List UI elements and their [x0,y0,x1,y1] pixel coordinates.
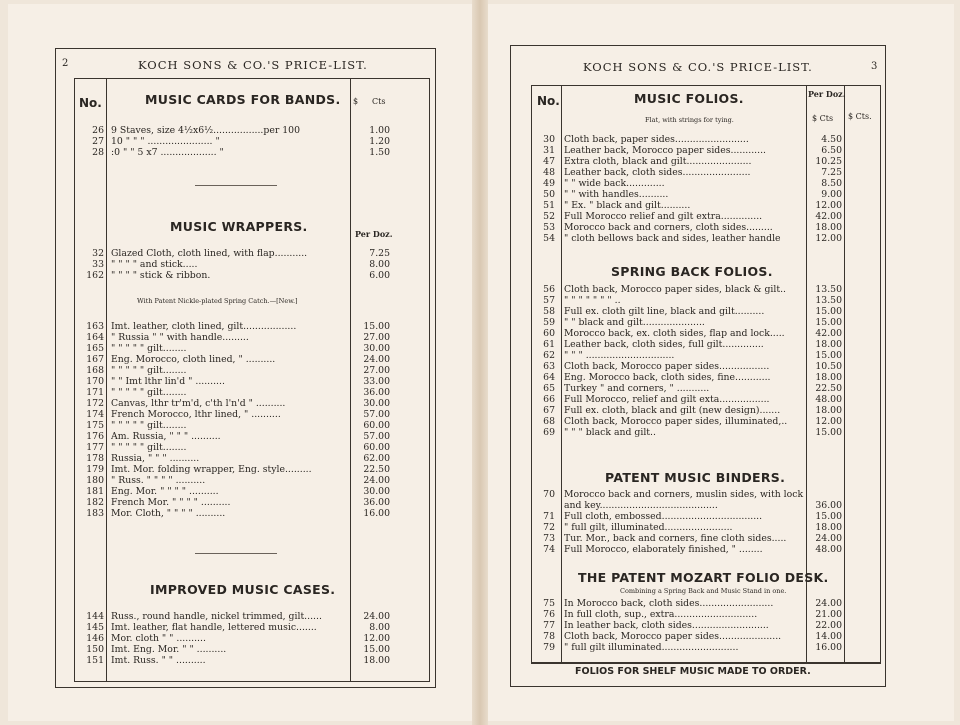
item-number: 163 [86,321,104,332]
item-description: Full ex. cloth, black and gilt (new design)....... [564,405,781,416]
item-description: Eng. Morocco back, cloth sides, fine............ [564,372,771,383]
item-price: 10.25 [815,156,842,167]
item-price: 15.00 [815,350,842,361]
item-description: Cloth back, Morocco paper sides, black & gilt.. [564,284,786,295]
item-number: 150 [86,644,104,655]
item-description: 10 " " " ...................... " [111,136,220,147]
item-price: 42.00 [815,328,842,339]
item-description: Mor. cloth " " .......... [111,633,206,644]
item-price: 24.00 [815,598,842,609]
item-description: " " Imt lthr lin'd " .......... [111,376,225,387]
item-price: 9.00 [821,189,842,200]
item-description: French Mor. " " " " .......... [111,497,231,508]
item-number: 32 [92,248,104,259]
right-page-header: KOCH SONS & CO.'S PRICE-LIST. [583,60,813,74]
item-price: 15.00 [815,511,842,522]
item-price: 24.00 [363,475,390,486]
item-number: 67 [543,405,555,416]
item-price: 36.00 [363,387,390,398]
item-price: 12.00 [363,633,390,644]
item-description: Extra cloth, black and gilt...................... [564,156,752,167]
item-number: 77 [543,620,555,631]
item-price: 16.00 [363,508,390,519]
item-price: 1.00 [369,125,390,136]
item-price: 13.50 [815,295,842,306]
item-price: 57.00 [363,409,390,420]
item-number: 165 [86,343,104,354]
item-price: 30.00 [363,486,390,497]
item-description: Morocco back and corners, cloth sides......... [564,222,773,233]
item-price: 24.00 [363,354,390,365]
item-description: Morocco back and corners, muslin sides, with lock [564,489,804,500]
item-description: " " " " " " " .. [564,295,621,306]
item-description: " " " " " gilt........ [111,420,187,431]
item-description: " cloth bellows back and sides, leather handle [564,233,781,244]
item-price: 18.00 [815,339,842,350]
item-description: Full ex. cloth gilt line, black and gilt.......... [564,306,765,317]
item-number: 176 [86,431,104,442]
item-number: 167 [86,354,104,365]
book-gutter [472,0,488,725]
item-number: 74 [543,544,555,555]
item-description: In leather back, cloth sides.......................... [564,620,769,631]
item-number: 53 [543,222,555,233]
wrappers-note: With Patent Nickle-plated Spring Catch.—[New.] [137,297,298,305]
item-price: 1.20 [369,136,390,147]
item-number: 177 [86,442,104,453]
item-price: 15.00 [815,306,842,317]
item-number: 47 [543,156,555,167]
item-description: Am. Russia, " " " .......... [111,431,221,442]
item-number: 68 [543,416,555,427]
item-price: 16.00 [815,642,842,653]
section-title-improved-cases: IMPROVED MUSIC CASES. [150,582,336,597]
item-number: 59 [543,317,555,328]
item-price: 15.00 [815,427,842,438]
item-price: 7.25 [821,167,842,178]
item-price: 36.00 [363,497,390,508]
right-col-dollar-cts-header: $ Cts [812,114,834,123]
item-description: Leather back, Morocco paper sides............ [564,145,766,156]
item-number: 183 [86,508,104,519]
item-price: 62.00 [363,453,390,464]
left-col-no-header: No. [79,96,102,110]
item-price: 6.00 [369,270,390,281]
item-description: Leather back, cloth sides, full gilt.............. [564,339,764,350]
item-price: 48.00 [815,394,842,405]
item-description: Imt. Eng. Mor. " " .......... [111,644,227,655]
separator [195,185,277,186]
item-number: 28 [92,147,104,158]
item-description: Canvas, lthr tr'm'd, c'th l'n'd " .......... [111,398,286,409]
item-price: 12.00 [815,200,842,211]
item-price: 12.00 [815,416,842,427]
item-description: " " " " and stick..... [111,259,198,270]
item-description: " " " " stick & ribbon. [111,270,211,281]
item-number: 72 [543,522,555,533]
section-title-music-cards: MUSIC CARDS FOR BANDS. [145,92,341,107]
item-description: " " " .............................. [564,350,675,361]
item-number: 62 [543,350,555,361]
item-description: and key........................................ [564,500,718,511]
item-price: 57.00 [363,431,390,442]
item-price: 18.00 [815,372,842,383]
section-title-patent-binders: PATENT MUSIC BINDERS. [605,470,786,485]
item-price: 8.00 [369,622,390,633]
item-number: 54 [543,233,555,244]
item-number: 144 [86,611,104,622]
right-per-doz-header: Per Doz. [808,89,846,99]
item-price: 18.00 [363,655,390,666]
item-price: 60.00 [363,420,390,431]
item-number: 27 [92,136,104,147]
item-description: Full Morocco relief and gilt extra.............. [564,211,763,222]
item-number: 64 [543,372,555,383]
item-price: 10.50 [815,361,842,372]
item-number: 49 [543,178,555,189]
item-price: 27.00 [363,365,390,376]
separator [195,553,277,554]
item-description: Glazed Cloth, cloth lined, with flap........... [111,248,308,259]
item-description: Turkey " and corners, " ........... [564,383,710,394]
item-number: 60 [543,328,555,339]
item-price: 33.00 [363,376,390,387]
item-description: Eng. Morocco, cloth lined, " .......... [111,354,276,365]
item-description: :0 " " 5 x7 ................... " [111,147,224,158]
item-price: 18.00 [815,522,842,533]
item-number: 78 [543,631,555,642]
item-description: In Morocco back, cloth sides......................... [564,598,774,609]
right-col-divider-price2 [844,85,845,663]
item-description: Full cloth, embossed.................................. [564,511,763,522]
item-number: 172 [86,398,104,409]
item-price: 4.50 [821,134,842,145]
item-description: " " black and gilt..................... [564,317,705,328]
item-price: 12.00 [815,233,842,244]
item-number: 70 [543,489,555,500]
right-footer-rule [531,663,881,664]
music-folios-subtitle: Flat, with strings for tying. [645,116,734,124]
item-price: 1.50 [369,147,390,158]
item-price: 24.00 [815,533,842,544]
item-price: 22.50 [815,383,842,394]
item-price: 8.50 [821,178,842,189]
item-description: Imt. Mor. folding wrapper, Eng. style......... [111,464,312,475]
item-price: 30.00 [363,343,390,354]
item-price: 30.00 [363,398,390,409]
item-number: 164 [86,332,104,343]
item-price: 6.50 [821,145,842,156]
mozart-desk-subtitle: Combining a Spring Back and Music Stand in one. [620,587,787,595]
item-number: 182 [86,497,104,508]
item-description: Tur. Mor., back and corners, fine cloth sides..... [564,533,787,544]
item-description: " " " " " gilt........ [111,387,187,398]
section-title-music-folios: MUSIC FOLIOS. [634,91,744,106]
item-number: 175 [86,420,104,431]
item-description: Imt. Russ. " " .......... [111,655,206,666]
item-description: " " " black and gilt.. [564,427,656,438]
left-page-header: KOCH SONS & CO.'S PRICE-LIST. [138,58,368,72]
left-per-doz-header: Per Doz. [355,229,393,239]
item-number: 56 [543,284,555,295]
item-number: 69 [543,427,555,438]
item-description: Mor. Cloth, " " " " .......... [111,508,226,519]
item-price: 42.00 [815,211,842,222]
item-description: Morocco back, ex. cloth sides, flap and lock..... [564,328,785,339]
item-price: 24.00 [363,611,390,622]
item-price: 8.00 [369,259,390,270]
section-title-spring-back: SPRING BACK FOLIOS. [611,264,773,279]
item-number: 178 [86,453,104,464]
item-price: 22.00 [815,620,842,631]
item-description: Full Morocco, elaborately finished, " ........ [564,544,763,555]
item-description: " " " " " gilt........ [111,442,187,453]
item-description: Cloth back, Morocco paper sides, illuminated,.. [564,416,788,427]
item-number: 145 [86,622,104,633]
item-number: 71 [543,511,555,522]
item-price: 18.00 [815,222,842,233]
item-number: 50 [543,189,555,200]
item-description: Russia, " " " .......... [111,453,200,464]
item-description: " " wide back............. [564,178,665,189]
item-number: 79 [543,642,555,653]
item-description: Russ., round handle, nickel trimmed, gilt...... [111,611,322,622]
item-price: 21.00 [815,609,842,620]
item-number: 181 [86,486,104,497]
item-number: 151 [86,655,104,666]
item-number: 61 [543,339,555,350]
item-description: Cloth back, paper sides......................... [564,134,749,145]
item-number: 33 [92,259,104,270]
item-number: 162 [86,270,104,281]
right-col-dollar-cts-header-2: $ Cts. [848,112,872,121]
left-col-cts-header: Cts [372,97,386,106]
item-description: French Morocco, lthr lined, " .......... [111,409,281,420]
item-description: " Ex. " black and gilt.......... [564,200,691,211]
item-description: Full Morocco, relief and gilt exta................. [564,394,770,405]
item-number: 63 [543,361,555,372]
section-title-music-wrappers: MUSIC WRAPPERS. [170,219,308,234]
item-description: Cloth back, Morocco paper sides..................... [564,631,782,642]
item-description: Cloth back, Morocco paper sides................. [564,361,770,372]
item-description: " " " " " gilt........ [111,343,187,354]
item-number: 171 [86,387,104,398]
right-col-divider-no [561,85,562,663]
item-description: " Russia " " with handle......... [111,332,249,343]
right-col-no-header: No. [537,94,560,108]
item-number: 31 [543,145,555,156]
right-page-footer: FOLIOS FOR SHELF MUSIC MADE TO ORDER. [575,666,811,677]
item-description: In full cloth, sup., extra............................ [564,609,758,620]
item-price: 14.00 [815,631,842,642]
section-title-mozart-desk: THE PATENT MOZART FOLIO DESK. [578,570,829,585]
item-description: " " with handles.......... [564,189,669,200]
item-price: 36.00 [815,500,842,511]
item-price: 27.00 [363,332,390,343]
left-col-divider-price [350,78,351,682]
item-description: 9 Staves, size 4½x6½.................per 100 [111,125,300,136]
item-number: 146 [86,633,104,644]
item-description: Eng. Mor. " " " " .......... [111,486,219,497]
item-number: 75 [543,598,555,609]
item-number: 168 [86,365,104,376]
item-number: 76 [543,609,555,620]
item-description: Imt. leather, flat handle, lettered music....... [111,622,317,633]
item-description: Imt. leather, cloth lined, gilt.................. [111,321,297,332]
item-number: 26 [92,125,104,136]
item-price: 15.00 [815,317,842,328]
left-col-dollar-header: $ [353,97,359,106]
item-price: 15.00 [363,321,390,332]
item-price: 48.00 [815,544,842,555]
item-number: 180 [86,475,104,486]
item-price: 60.00 [363,442,390,453]
item-number: 52 [543,211,555,222]
item-number: 174 [86,409,104,420]
item-number: 58 [543,306,555,317]
item-number: 179 [86,464,104,475]
item-price: 15.00 [363,644,390,655]
item-number: 48 [543,167,555,178]
item-description: " Russ. " " " " .......... [111,475,206,486]
item-description: Leather back, cloth sides....................... [564,167,751,178]
left-col-divider-no [106,78,107,682]
item-price: 7.25 [369,248,390,259]
item-price: 18.00 [815,405,842,416]
item-description: " full gilt illuminated.......................... [564,642,739,653]
item-price: 13.50 [815,284,842,295]
item-number: 30 [543,134,555,145]
item-number: 51 [543,200,555,211]
item-number: 73 [543,533,555,544]
right-page-number: 3 [871,61,878,72]
item-number: 65 [543,383,555,394]
left-page-number: 2 [62,58,69,69]
item-description: " " " " " gilt........ [111,365,187,376]
item-number: 66 [543,394,555,405]
item-description: " full gilt, illuminated....................... [564,522,733,533]
item-number: 170 [86,376,104,387]
item-price: 22.50 [363,464,390,475]
item-number: 57 [543,295,555,306]
